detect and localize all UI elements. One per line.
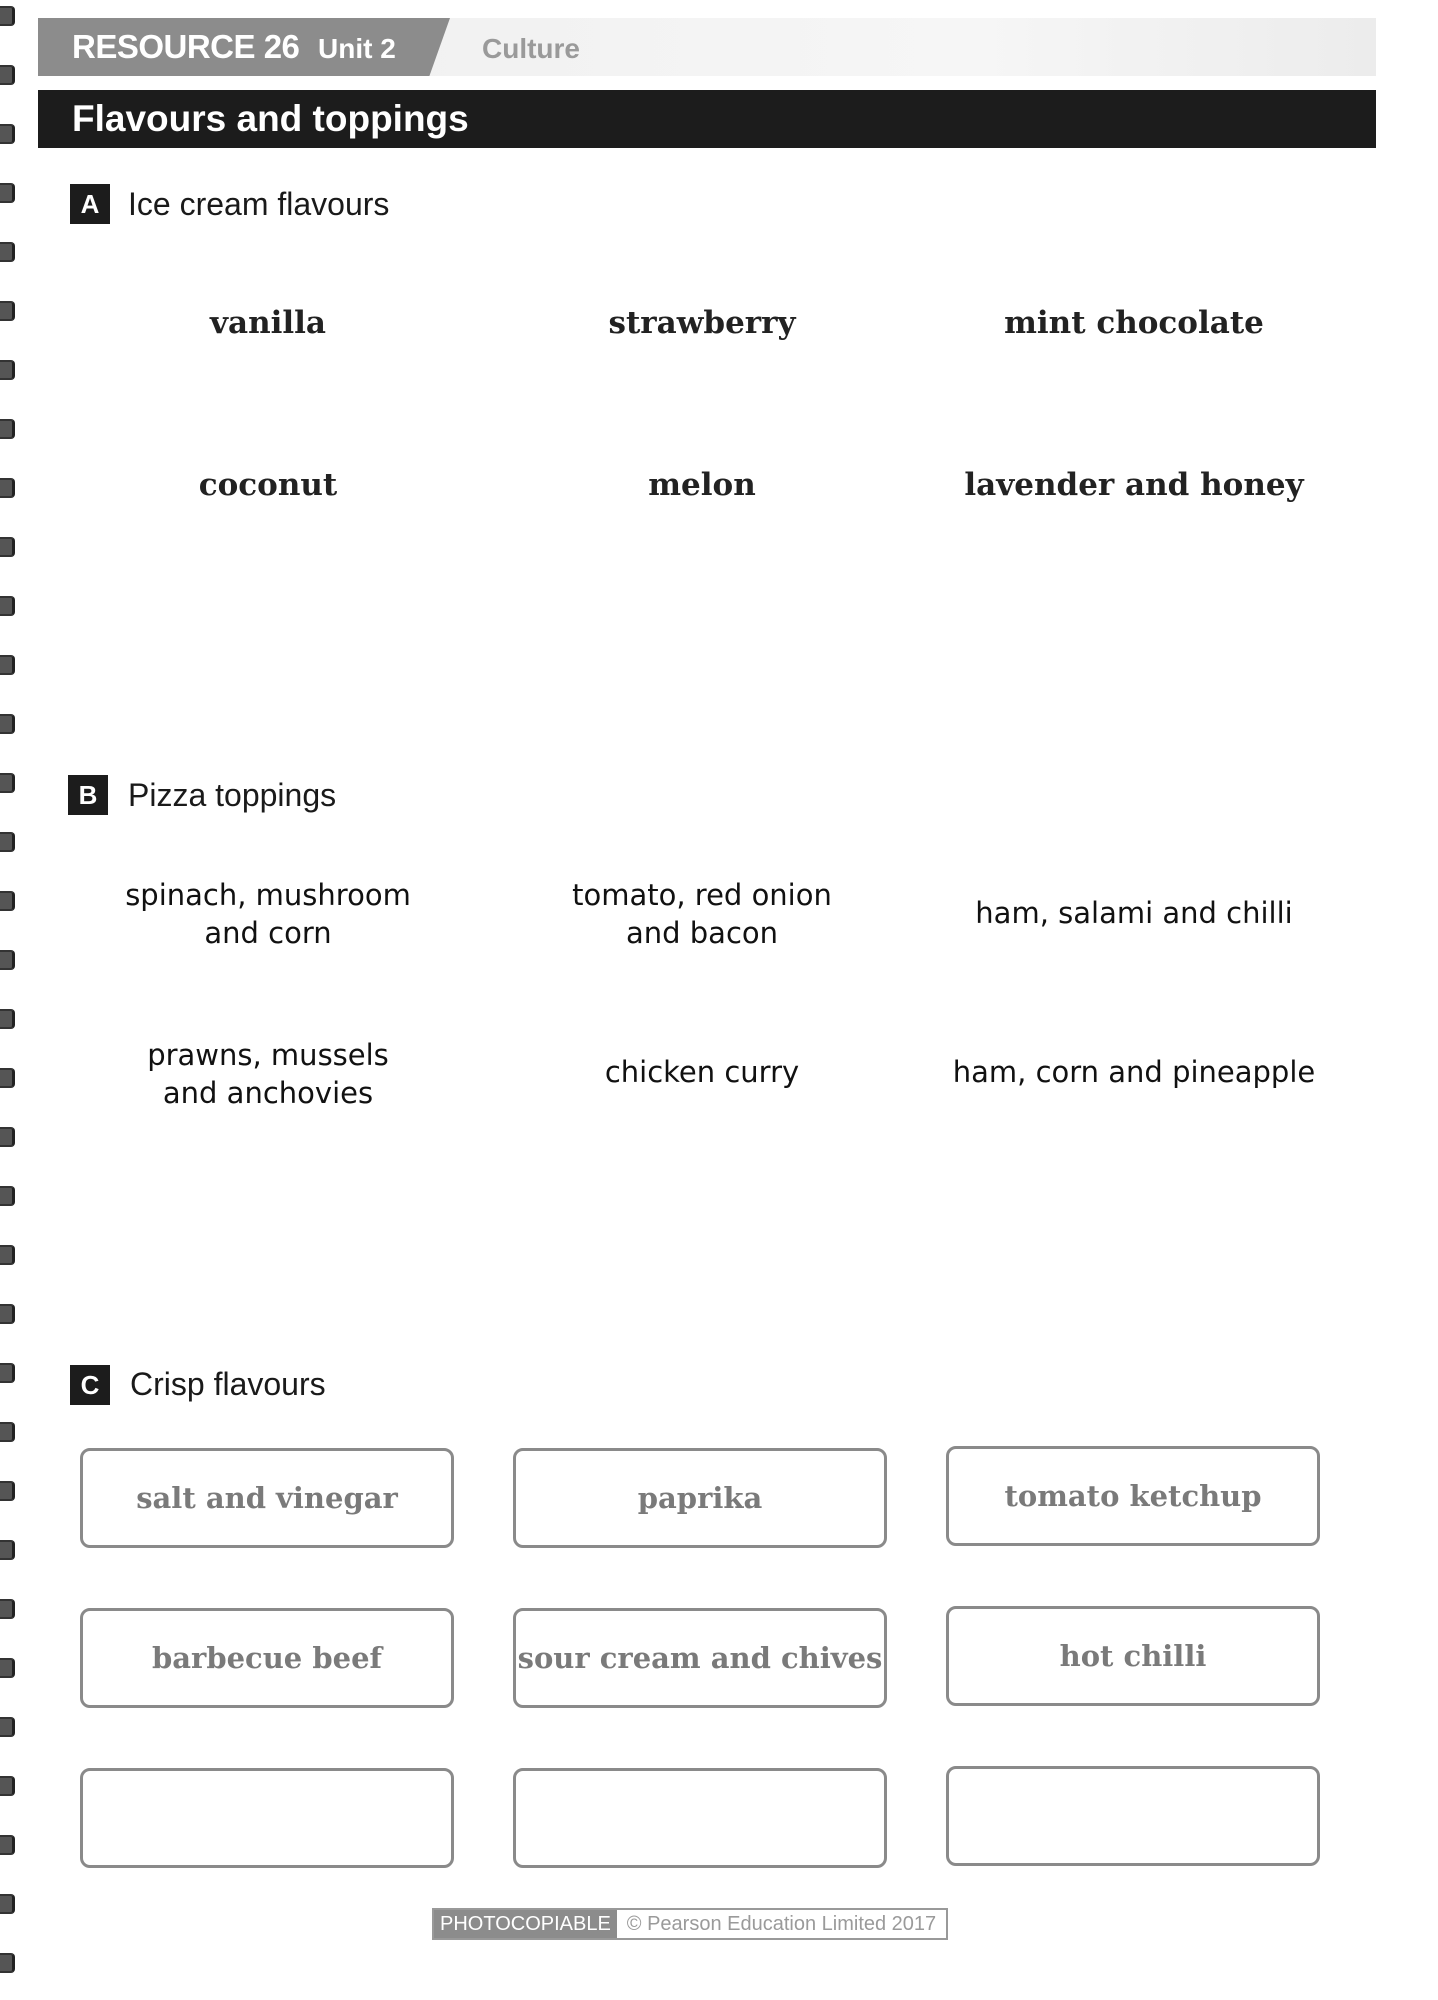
crisp-flavour-label: salt and vinegar [136, 1481, 398, 1515]
spiral-ring [0, 1835, 15, 1855]
spiral-ring [0, 301, 15, 321]
spiral-ring [0, 1127, 15, 1147]
crisp-flavour-box [513, 1448, 887, 1548]
section-a-letter: A [70, 184, 110, 224]
spiral-ring [0, 1186, 15, 1206]
footer [432, 1908, 948, 1940]
pizza-topping: spinach, mushroom and corn [125, 878, 411, 950]
spiral-binding [0, 0, 16, 2000]
crisp-flavour-box [946, 1606, 1320, 1706]
spiral-ring [0, 419, 15, 439]
spiral-ring [0, 478, 15, 498]
ice-cream-flavour: mint chocolate [1004, 305, 1264, 341]
spiral-ring [0, 537, 15, 557]
spiral-ring [0, 1599, 15, 1619]
spiral-ring [0, 1658, 15, 1678]
section-b-letter: B [68, 775, 108, 815]
copyright-notice: © Pearson Education Limited 2017 [626, 1913, 937, 1935]
spiral-ring [0, 65, 15, 85]
spiral-ring [0, 1009, 15, 1029]
spiral-ring [0, 1245, 15, 1265]
spiral-ring [0, 596, 15, 616]
section-b-title: Pizza toppings [128, 777, 337, 813]
page-title: Flavours and toppings [72, 98, 469, 139]
section-c-title: Crisp flavours [130, 1366, 326, 1402]
crisp-flavour-label: sour cream and chives [517, 1641, 883, 1675]
spiral-ring [0, 1422, 15, 1442]
ice-cream-flavour: coconut [198, 467, 338, 503]
spiral-ring [0, 1304, 15, 1324]
pizza-topping: ham, salami and chilli [975, 896, 1293, 930]
photocopiable-label: PHOTOCOPIABLE [434, 1910, 617, 1938]
crisp-flavour-box [80, 1608, 454, 1708]
spiral-ring [0, 655, 15, 675]
resource-number: RESOURCE 26 [72, 28, 300, 65]
spiral-ring [0, 832, 15, 852]
spiral-ring [0, 1481, 15, 1501]
spiral-ring [0, 1953, 15, 1973]
ice-cream-flavour: lavender and honey [964, 467, 1304, 503]
unit-label: Unit 2 [318, 33, 396, 64]
spiral-ring [0, 891, 15, 911]
blank-flavour-box [80, 1768, 454, 1868]
ice-cream-flavour: vanilla [209, 305, 327, 341]
section-a-title: Ice cream flavours [128, 186, 390, 222]
blank-flavour-box [946, 1766, 1320, 1866]
spiral-ring [0, 773, 15, 793]
crisp-flavour-label: barbecue beef [151, 1641, 383, 1675]
spiral-ring [0, 1894, 15, 1914]
spiral-ring [0, 360, 15, 380]
crisp-flavour-box [946, 1446, 1320, 1546]
spiral-ring [0, 6, 15, 26]
pizza-topping: prawns, mussels and anchovies [147, 1038, 389, 1110]
blank-flavour-box [513, 1768, 887, 1868]
spiral-ring [0, 183, 15, 203]
crisp-flavour-label: hot chilli [1059, 1639, 1207, 1673]
ice-cream-flavour: strawberry [608, 305, 796, 341]
ice-cream-flavour: melon [648, 467, 756, 503]
section-label: Culture [482, 33, 580, 64]
crisp-flavour-label: paprika [637, 1481, 763, 1515]
crisp-flavour-label: tomato ketchup [1004, 1479, 1262, 1513]
spiral-ring [0, 1068, 15, 1088]
pizza-topping: tomato, red onion and bacon [572, 878, 832, 950]
pizza-topping: chicken curry [604, 1055, 800, 1089]
pizza-topping: ham, corn and pineapple [952, 1055, 1316, 1089]
spiral-ring [0, 1776, 15, 1796]
crisp-flavour-box [513, 1608, 887, 1708]
spiral-ring [0, 714, 15, 734]
spiral-ring [0, 124, 15, 144]
crisp-flavour-box [80, 1448, 454, 1548]
section-c-letter: C [70, 1365, 110, 1405]
spiral-ring [0, 1540, 15, 1560]
spiral-ring [0, 950, 15, 970]
spiral-ring [0, 1717, 15, 1737]
spiral-ring [0, 242, 15, 262]
spiral-ring [0, 1363, 15, 1383]
